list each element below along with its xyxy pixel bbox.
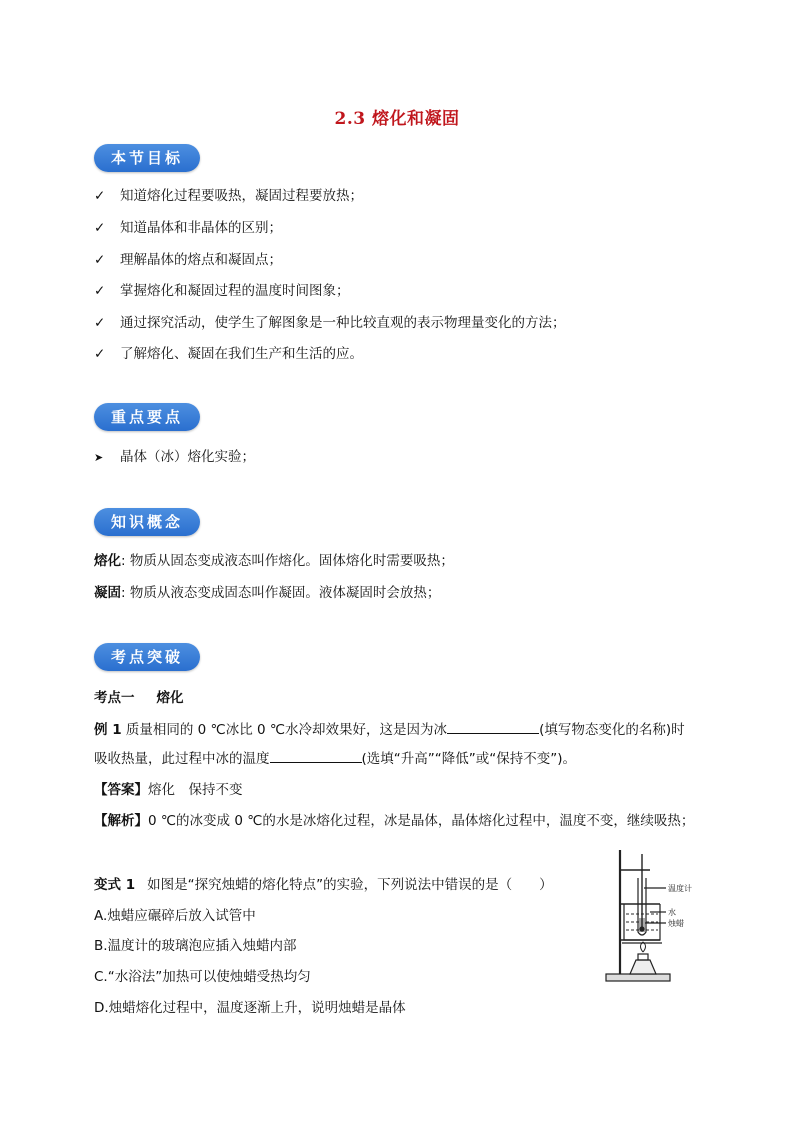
concept-item: 凝固: 物质从液态变成固态叫作凝固。液体凝固时会放热；	[94, 585, 441, 601]
figure-label-wax: 烛蜡	[668, 919, 684, 928]
figure-label-water: 水	[668, 908, 676, 917]
option-a: A.烛蜡应碾碎后放入试管中	[94, 908, 256, 924]
check-icon: ✓	[94, 315, 106, 331]
check-icon: ✓	[94, 346, 106, 362]
goal-item: ✓ 知道熔化过程要吸热，凝固过程要放热；	[94, 188, 363, 204]
check-icon: ✓	[94, 220, 106, 236]
goal-item: ✓ 知道晶体和非晶体的区别；	[94, 220, 282, 236]
answer-blank	[270, 750, 362, 763]
water-bath-apparatus-figure	[600, 848, 720, 986]
goal-item: ✓ 通过探究活动，使学生了解图象是一种比较直观的表示物理量变化的方法；	[94, 315, 566, 331]
section-badge-exam: 考点突破	[94, 643, 200, 671]
goal-item: ✓ 理解晶体的熔点和凝固点；	[94, 252, 282, 268]
figure-label-thermometer: 温度计	[668, 884, 692, 893]
variant-question: 变式 1 如图是“探究烛蜡的熔化特点”的实验，下列说法中错误的是（ ）	[94, 877, 553, 893]
key-point-item: ➤ 晶体（冰）熔化实验；	[94, 449, 255, 465]
example-line-2: 吸收热量，此过程中冰的温度 (选填“升高”“降低”或“保持不变”)。	[94, 751, 576, 767]
option-c: C.“水浴法”加热可以使烛蜡受热均匀	[94, 969, 311, 985]
check-icon: ✓	[94, 252, 106, 268]
analysis-line: 【解析】0 ℃的冰变成 0 ℃的水是冰熔化过程，冰是晶体，晶体熔化过程中，温度不变，继续吸热；	[94, 813, 695, 829]
section-badge-key-points: 重点要点	[94, 403, 200, 431]
goal-item: ✓ 掌握熔化和凝固过程的温度时间图象；	[94, 283, 350, 299]
section-badge-goals: 本节目标	[94, 144, 200, 172]
answer-blank	[447, 721, 539, 734]
concept-item: 熔化: 物质从固态变成液态叫作熔化。固体熔化时需要吸热；	[94, 553, 454, 569]
arrow-bullet-icon: ➤	[94, 451, 104, 464]
goal-item: ✓ 了解熔化、凝固在我们生产和生活的应。	[94, 346, 363, 362]
exam-point-heading: 考点一 熔化	[94, 690, 184, 706]
answer-line: 【答案】熔化 保持不变	[94, 782, 243, 798]
check-icon: ✓	[94, 188, 106, 204]
example-line-1: 例 1 质量相同的 0 ℃冰比 0 ℃水冷却效果好，这是因为冰 (填写物态变化的名称)时	[94, 722, 685, 738]
page-title: 2.3 熔化和凝固	[334, 109, 460, 129]
option-d: D.烛蜡熔化过程中，温度逐渐上升，说明烛蜡是晶体	[94, 1000, 406, 1016]
section-badge-concepts: 知识概念	[94, 508, 200, 536]
option-b: B.温度计的玻璃泡应插入烛蜡内部	[94, 938, 297, 954]
check-icon: ✓	[94, 283, 106, 299]
